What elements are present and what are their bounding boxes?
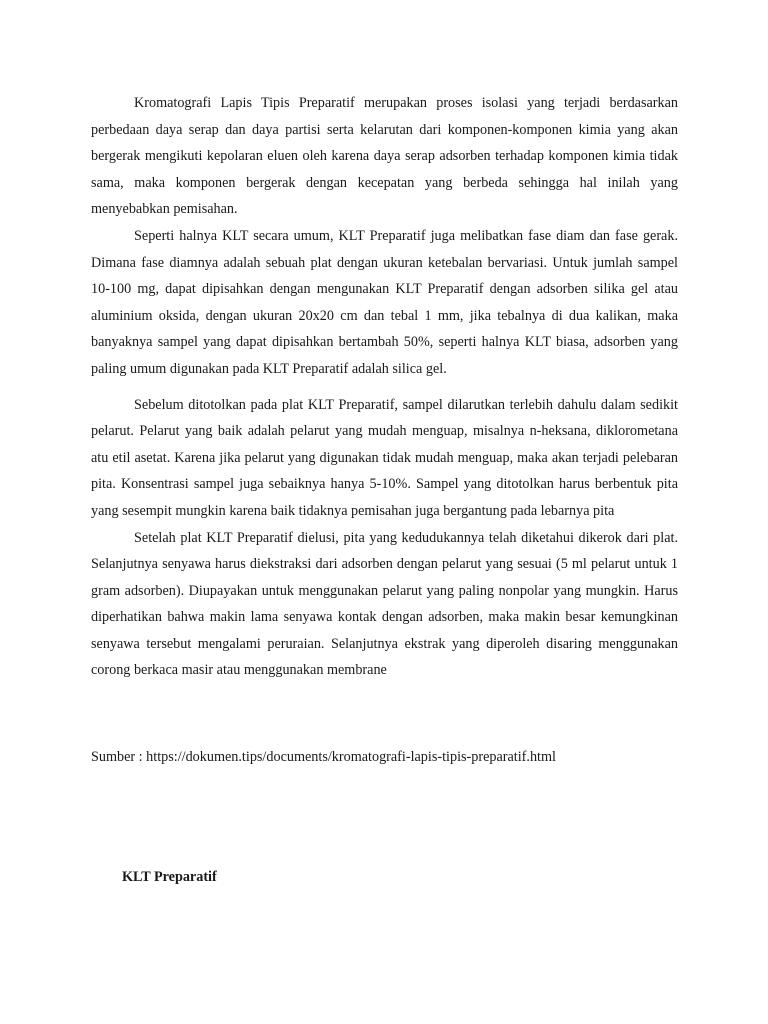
paragraph-2: Seperti halnya KLT secara umum, KLT Preparatif juga melibatkan fase diam dan fase gerak. Dimana fase diamnya adalah sebuah plat dengan ukuran ketebalan bervariasi. Untuk jumlah sampel 10-100 mg, dapat dipisahkan dengan mengunakan KLT Preparatif dengan adsorben silika gel atau aluminium oksida, dengan ukuran 20x20 cm dan tebal 1 mm, jika tebalnya di dua kalikan, maka banyaknya sampel yang dapat dipisahkan bertambah 50%, seperti halnya KLT biasa, adsorben yang paling umum digunakan pada KLT Preparatif adalah silica gel. [91, 227, 678, 377]
paragraph-3: Sebelum ditotolkan pada plat KLT Preparatif, sampel dilarutkan terlebih dahulu dalam sedikit pelarut. Pelarut yang baik adalah pelarut yang mudah menguap, misalnya n-heksana, diklorometana atu etil asetat. Karena jika pelarut yang digunakan tidak mudah menguap, maka akan terjadi pelebaran pita. Konsentrasi sampel juga sebaiknya hanya 5-10%. Sampel yang ditotolkan harus berbentuk pita yang sesempit mungkin karena baik tidaknya pemisahan juga bergantung pada lebarnya pita [91, 396, 678, 519]
source-line: Sumber : https://dokumen.tips/documents/kromatografi-lapis-tipis-preparatif.html [91, 749, 556, 765]
paragraph-4: Setelah plat KLT Preparatif dielusi, pita yang kedudukannya telah diketahui dikerok dari plat. Selanjutnya senyawa harus diekstraksi dari adsorben dengan pelarut yang sesuai (5 ml pelarut untuk 1 gram adsorben). Diupayakan untuk menggunakan pelarut yang paling nonpolar yang mungkin. Harus diperhatikan bahwa makin lama senyawa kontak dengan adsorben, maka makin besar kemungkinan senyawa tersebut mengalami peruraian. Selanjutnya ekstrak yang diperoleh disaring menggunakan corong berkaca masir atau menggunakan membrane [91, 529, 678, 679]
paragraph-1: Kromatografi Lapis Tipis Preparatif merupakan proses isolasi yang terjadi berdasarkan perbedaan daya serap dan daya partisi serta kelarutan dari komponen-komponen kimia yang akan bergerak mengikuti kepolaran eluen oleh karena daya serap adsorben terhadap komponen kimia tidak sama, maka komponen bergerak dengan kecepatan yang berbeda sehingga hal inilah yang menyebabkan pemisahan. [91, 95, 678, 218]
body-text [91, 90, 678, 684]
section-heading: KLT Preparatif [122, 869, 217, 885]
